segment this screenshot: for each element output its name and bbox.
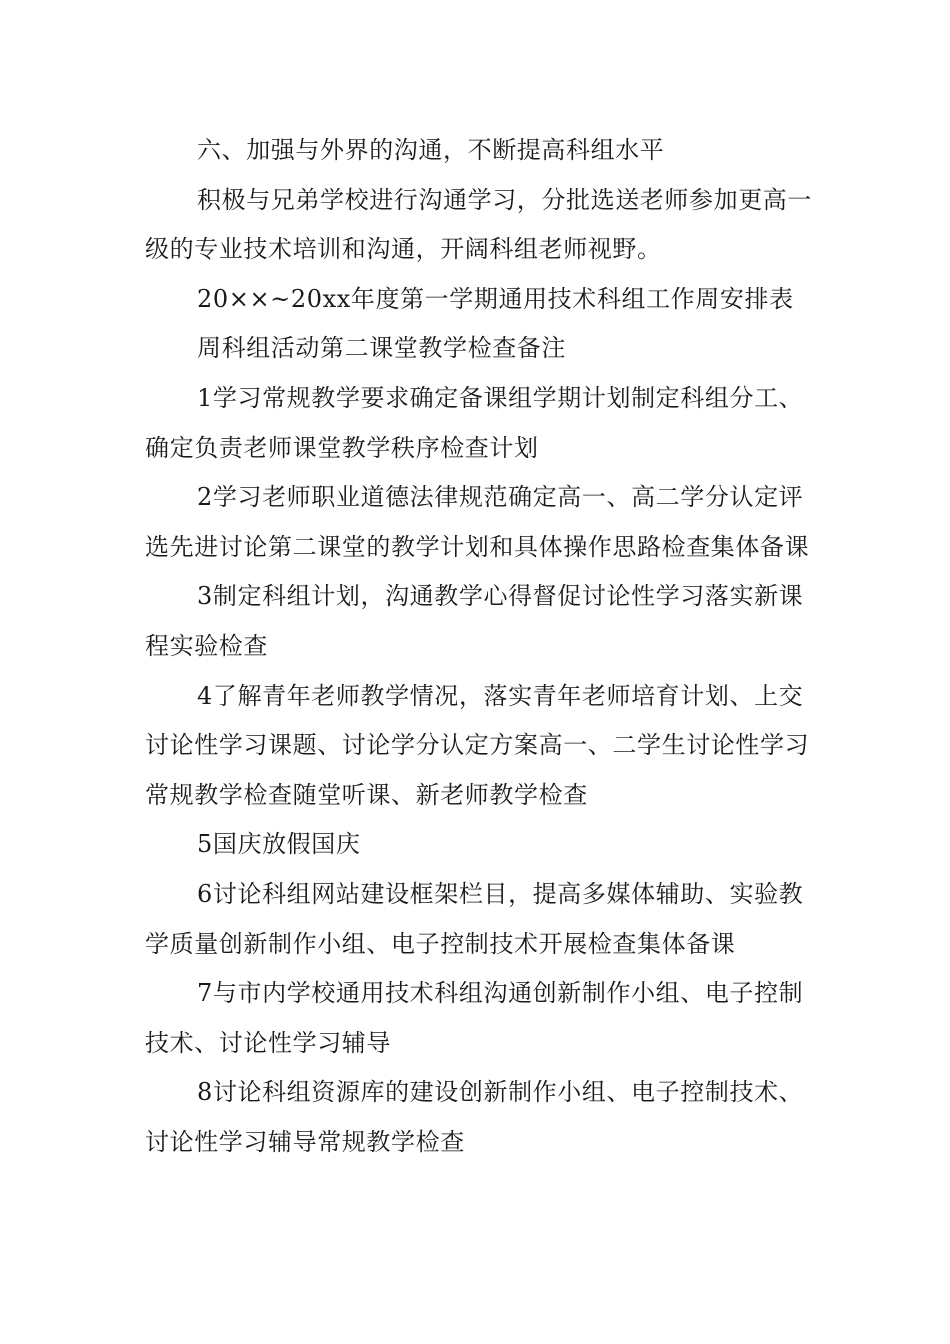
schedule-week-1: 1学习常规教学要求确定备课组学期计划制定科组分工、确定负责老师课堂教学秩序检查计划 (145, 383, 804, 462)
schedule-week-5: 5国庆放假国庆 (197, 830, 361, 859)
section-heading-communication: 六、加强与外界的沟通，不断提高科组水平 (197, 136, 665, 164)
schedule-week-4: 4了解青年老师教学情况，落实青年老师培育计划、上交讨论性学习课题、讨论学分认定方案高一、二学生讨论性学习常规教学检查随堂听课、新老师教学检查 (145, 681, 810, 809)
schedule-week-2: 2学习老师职业道德法律规范确定高一、高二学分认定评选先进讨论第二课堂的教学计划和具体操作思路检查集体备课 (145, 483, 810, 561)
schedule-week-3: 3制定科组计划，沟通教学心得督促讨论性学习落实新课程实验检查 (145, 582, 804, 660)
schedule-week-8: 8讨论科组资源库的建设创新制作小组、电子控制技术、讨论性学习辅导常规教学检查 (145, 1078, 804, 1156)
paragraph-communication-detail: 积极与兄弟学校进行沟通学习，分批选送老师参加更高一级的专业技术培训和沟通，开阔科组老师视野。 (145, 185, 812, 264)
schedule-week-6: 6讨论科组网站建设框架栏目，提高多媒体辅助、实验教学质量创新制作小组、电子控制技术开展检查集体备课 (145, 879, 804, 958)
schedule-table-title: 20××~20xx年度第一学期通用技术科组工作周安排表 (197, 284, 794, 313)
document-body (145, 126, 825, 1167)
schedule-week-7: 7与市内学校通用技术科组沟通创新制作小组、电子控制技术、讨论性学习辅导 (145, 979, 804, 1057)
schedule-table-header: 周科组活动第二课堂教学检查备注 (197, 334, 566, 363)
